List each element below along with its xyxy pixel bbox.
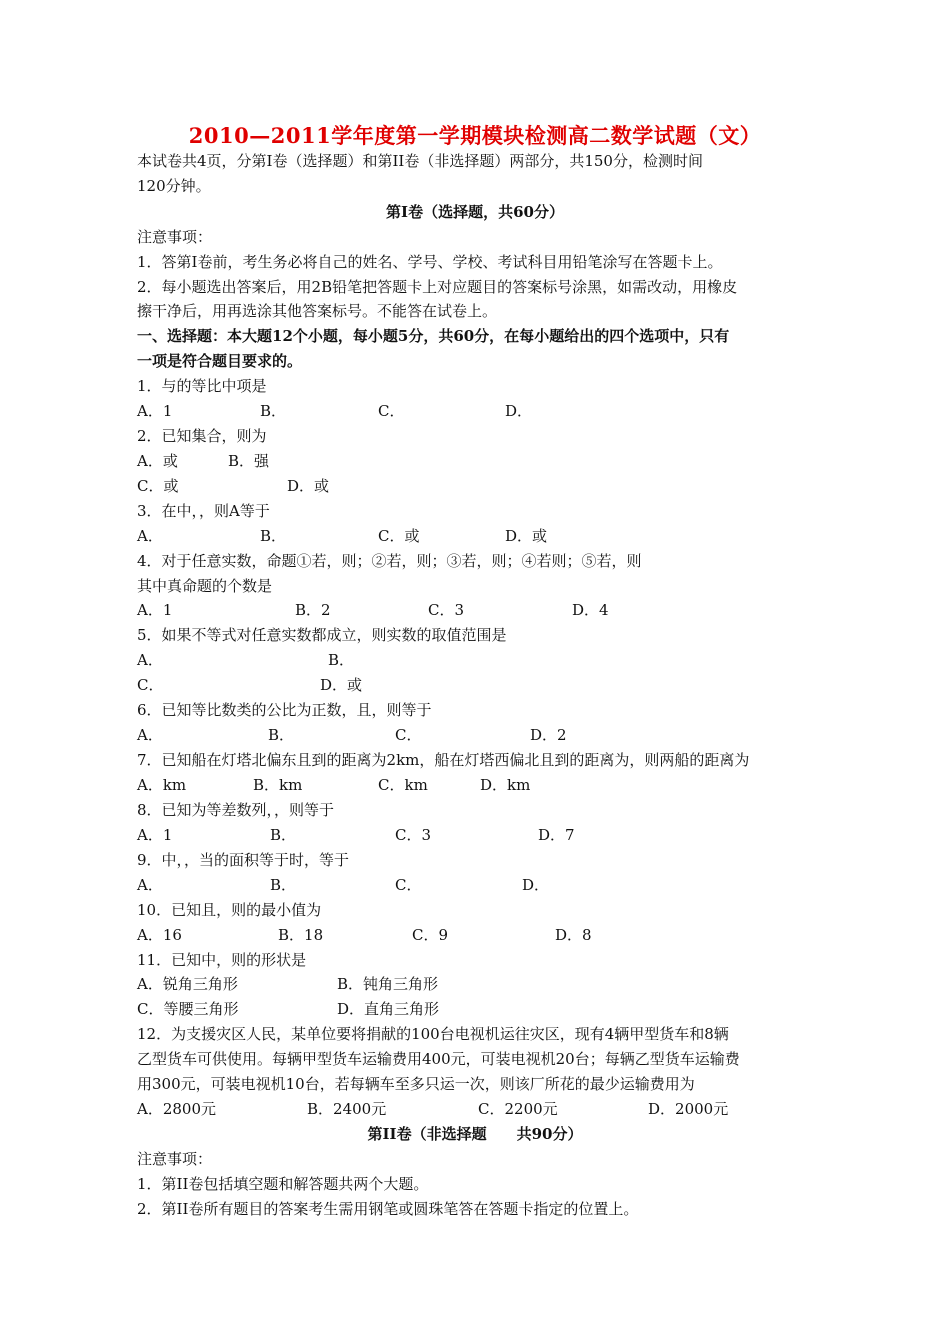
- question-stem-continued: 其中真命题的个数是: [137, 577, 273, 595]
- question-stem-continued: 乙型货车可供使用。每辆甲型货车运输费用400元，可装电视机20台；每辆乙型货车运输费: [137, 1050, 740, 1068]
- option-d: D．或: [505, 527, 548, 545]
- question-stem: 6．已知等比数类的公比为正数，且，则等于: [137, 701, 432, 719]
- option-d: D．8: [555, 926, 592, 944]
- option-c: C．: [137, 676, 164, 694]
- intro-line-1: 本试卷共4页，分第I卷（选择题）和第II卷（非选择题）两部分，共150分，检测时间: [137, 152, 703, 170]
- part1-note-2-line-1: 2．每小题选出答案后，用2B铅笔把答题卡上对应题目的答案标号涂黑，如需改动，用橡皮: [137, 278, 738, 296]
- intro-line-2: 120分钟。: [137, 177, 211, 195]
- option-c: C．: [395, 726, 422, 744]
- option-d: D．7: [538, 826, 575, 844]
- option-a: A．1: [137, 826, 173, 844]
- part1-notes-label: 注意事项：: [137, 228, 213, 246]
- option-d: D．直角三角形: [337, 1000, 440, 1018]
- option-b: B．: [328, 651, 355, 669]
- option-c: C．或: [378, 527, 420, 545]
- option-c: C．或: [137, 477, 179, 495]
- question-stem: 3．在中，，则A等于: [137, 502, 270, 520]
- part2-notes-label: 注意事项：: [137, 1150, 213, 1168]
- option-b: B．km: [253, 776, 303, 794]
- option-c: C．等腰三角形: [137, 1000, 239, 1018]
- question-stem: 1．与的等比中项是: [137, 377, 267, 395]
- option-d: D．4: [572, 601, 609, 619]
- option-a: A．1: [137, 402, 173, 420]
- part1-heading: 第I卷（选择题，共60分）: [386, 203, 564, 221]
- option-b: B．: [270, 826, 297, 844]
- part2-note-2: 2．第II卷所有题目的答案考生需用钢笔或圆珠笔答在答题卡指定的位置上。: [137, 1200, 639, 1218]
- question-stem: 8．已知为等差数列，，则等于: [137, 801, 335, 819]
- question-stem: 2．已知集合，则为: [137, 427, 267, 445]
- option-a: A．16: [137, 926, 182, 944]
- option-d: D．或: [287, 477, 330, 495]
- question-stem-continued: 用300元，可装电视机10台，若每辆车至多只运一次，则该厂所花的最少运输费用为: [137, 1075, 695, 1093]
- option-a: A．或: [137, 452, 178, 470]
- part2-note-1: 1．第II卷包括填空题和解答题共两个大题。: [137, 1175, 429, 1193]
- option-d: D．或: [320, 676, 363, 694]
- option-d: D．: [522, 876, 550, 894]
- part1-note-1: 1．答第I卷前，考生务必将自己的姓名、学号、学校、考试科目用铅笔涂写在答题卡上。: [137, 253, 723, 271]
- question-stem: 11．已知中，则的形状是: [137, 951, 307, 969]
- question-stem: 12．为支援灾区人民，某单位要将捐献的100台电视机运往灾区，现有4辆甲型货车和8辆: [137, 1025, 729, 1043]
- option-b: B．18: [278, 926, 324, 944]
- option-b: B．: [260, 527, 287, 545]
- option-a: A．1: [137, 601, 173, 619]
- question-stem: 5．如果不等式对任意实数都成立，则实数的取值范围是: [137, 626, 507, 644]
- option-d: D．2000元: [648, 1100, 729, 1118]
- option-d: D．2: [530, 726, 567, 744]
- question-stem: 4．对于任意实数，命题①若，则；②若，则；③若，则；④若则；⑤若，则: [137, 552, 642, 570]
- part1-note-2-line-2: 擦干净后，用再选涂其他答案标号。不能答在试卷上。: [137, 302, 498, 320]
- option-b: B．2: [295, 601, 331, 619]
- option-d: D．: [505, 402, 533, 420]
- option-c: C．3: [428, 601, 465, 619]
- option-a: A．锐角三角形: [137, 975, 238, 993]
- question-stem: 7．已知船在灯塔北偏东且到的距离为2km，船在灯塔西偏北且到的距离为，则两船的距离为: [137, 751, 750, 769]
- exam-title: 2010—2011学年度第一学期模块检测高二数学试题（文）: [188, 123, 762, 148]
- option-c: C．3: [395, 826, 432, 844]
- option-c: C．2200元: [478, 1100, 558, 1118]
- option-b: B．钝角三角形: [337, 975, 439, 993]
- option-b: B．: [270, 876, 297, 894]
- option-a: A．2800元: [137, 1100, 217, 1118]
- option-a: A．: [137, 527, 163, 545]
- option-a: A．km: [137, 776, 187, 794]
- question-stem: 10．已知且，则的最小值为: [137, 901, 322, 919]
- option-a: A．: [137, 651, 163, 669]
- option-b: B．2400元: [307, 1100, 387, 1118]
- part2-heading: 第II卷（非选择题 共90分）: [367, 1125, 583, 1143]
- option-c: C．9: [412, 926, 449, 944]
- section-heading-line-1: 一、选择题：本大题12个小题，每小题5分，共60分，在每小题给出的四个选项中，只有: [137, 327, 730, 345]
- option-a: A．: [137, 876, 163, 894]
- option-b: B．: [260, 402, 287, 420]
- option-b: B．强: [228, 452, 270, 470]
- section-heading-line-2: 一项是符合题目要求的。: [137, 352, 303, 370]
- option-c: C．: [395, 876, 422, 894]
- option-a: A．: [137, 726, 163, 744]
- option-d: D．km: [480, 776, 531, 794]
- option-b: B．: [268, 726, 295, 744]
- option-c: C．km: [378, 776, 428, 794]
- option-c: C．: [378, 402, 405, 420]
- question-stem: 9．中，，当的面积等于时，等于: [137, 851, 350, 869]
